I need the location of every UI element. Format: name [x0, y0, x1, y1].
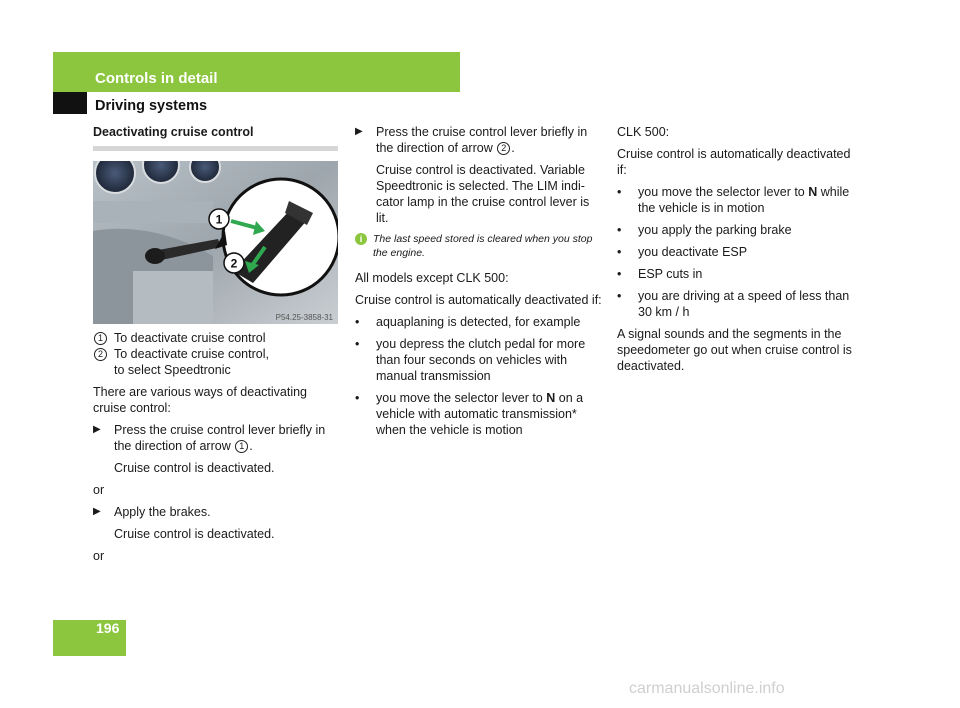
- section-title: Controls in detail: [95, 70, 218, 87]
- lever-illustration: [93, 161, 338, 324]
- page-number: 196: [96, 620, 120, 636]
- list-item-text-cont: on a vehicle with automatic transmission* when the vehicle is motion: [376, 391, 584, 437]
- callout-number: 2: [94, 348, 107, 361]
- column-3: [617, 124, 863, 380]
- bullet-icon: •: [617, 267, 622, 281]
- model-line: CLK 500:: [617, 125, 670, 139]
- callout-1-label: 1: [215, 212, 223, 227]
- gear-position: N: [808, 185, 818, 199]
- photo-reference: P54.25-3858-31: [275, 313, 333, 322]
- closing-paragraph: A signal sounds and the segments in the speedometer go out when cruise control is deactivated.: [617, 327, 852, 373]
- legend-text-cont: to select Speedtronic: [114, 363, 231, 377]
- or-text: or: [93, 549, 105, 563]
- instruction-step: [355, 124, 603, 156]
- instruction-step: [93, 504, 341, 520]
- step-text: Press the cruise control lever briefly in the direction of arrow: [376, 125, 588, 155]
- list-item-text-cont: while the vehicle is in motion: [638, 185, 850, 215]
- list-item: [355, 390, 603, 438]
- step-arrow-icon: ▶: [93, 506, 101, 517]
- bullet-icon: •: [617, 185, 622, 199]
- legend-text: To deactivate cruise control: [114, 331, 266, 345]
- callout-2-label: 2: [230, 256, 238, 271]
- callout-number: 1: [235, 440, 248, 453]
- step-result: Cruise control is deactivated.: [114, 461, 275, 475]
- list-item-text: you move the selector lever to: [376, 391, 543, 405]
- list-item-text: you are driving at a speed of less than 30 km / h: [638, 289, 850, 319]
- step-result: Cruise control is deactivated.: [114, 527, 275, 541]
- bullet-icon: •: [355, 391, 360, 405]
- cruise-control-lever-photo: [93, 161, 338, 324]
- callout-number: 2: [497, 142, 510, 155]
- bullet-icon: •: [617, 289, 622, 303]
- models-line: All models except CLK 500:: [355, 271, 509, 285]
- note-text: The last speed stored is cleared when you stop the engine.: [373, 233, 593, 259]
- list-item: [617, 184, 863, 216]
- list-item: [617, 288, 863, 320]
- subsection-title: Driving systems: [95, 98, 208, 114]
- bullet-icon: •: [355, 315, 360, 329]
- legend-item-1: [93, 330, 341, 346]
- watermark-text: carmanualsonline.info: [629, 680, 785, 697]
- list-item: [617, 244, 863, 260]
- list-item-text: ESP cuts in: [638, 267, 703, 281]
- heading-rule: [93, 146, 338, 151]
- list-item-text: you apply the parking brake: [638, 223, 792, 237]
- column-1: [93, 124, 341, 570]
- list-item: [617, 222, 863, 238]
- step-punctuation: .: [249, 439, 253, 453]
- list-item-text: you move the selector lever to: [638, 185, 805, 199]
- bullet-icon: •: [617, 245, 622, 259]
- list-item-text: aquaplaning is detected, for example: [376, 315, 581, 329]
- step-punctuation: .: [511, 141, 515, 155]
- list-item: [355, 314, 603, 330]
- gear-position: N: [546, 391, 556, 405]
- step-text: Apply the brakes.: [114, 505, 211, 519]
- section-tab: [53, 92, 87, 114]
- step-result: Cruise control is deactivated. Variable Speedtronic is selected. The LIM indi-cator lamp in the cruise control lever is lit.: [376, 163, 590, 225]
- callout-number: 1: [94, 332, 107, 345]
- info-icon: i: [355, 233, 367, 245]
- bullet-icon: •: [355, 337, 360, 351]
- legend-text: To deactivate cruise control,: [114, 347, 269, 361]
- column-2: [355, 124, 603, 444]
- intro-paragraph: There are various ways of deactivating cruise control:: [93, 385, 307, 415]
- list-item-text: you depress the clutch pedal for more than four seconds on vehicles with manual transmission: [376, 337, 586, 383]
- step-arrow-icon: ▶: [355, 126, 363, 137]
- topic-heading: Deactivating cruise control: [93, 125, 254, 139]
- step-text: Press the cruise control lever briefly in the direction of arrow: [114, 423, 326, 453]
- info-note: [355, 232, 603, 260]
- auto-deactivation-intro: Cruise control is automatically deactivated if:: [617, 147, 851, 177]
- list-item-text: you deactivate ESP: [638, 245, 748, 259]
- list-item: [617, 266, 863, 282]
- legend-item-2: [93, 346, 341, 378]
- bullet-icon: •: [617, 223, 622, 237]
- instruction-step: [93, 422, 341, 454]
- auto-deactivation-intro: Cruise control is automatically deactivated if:: [355, 293, 602, 307]
- list-item: [355, 336, 603, 384]
- or-text: or: [93, 483, 105, 497]
- step-arrow-icon: ▶: [93, 424, 101, 435]
